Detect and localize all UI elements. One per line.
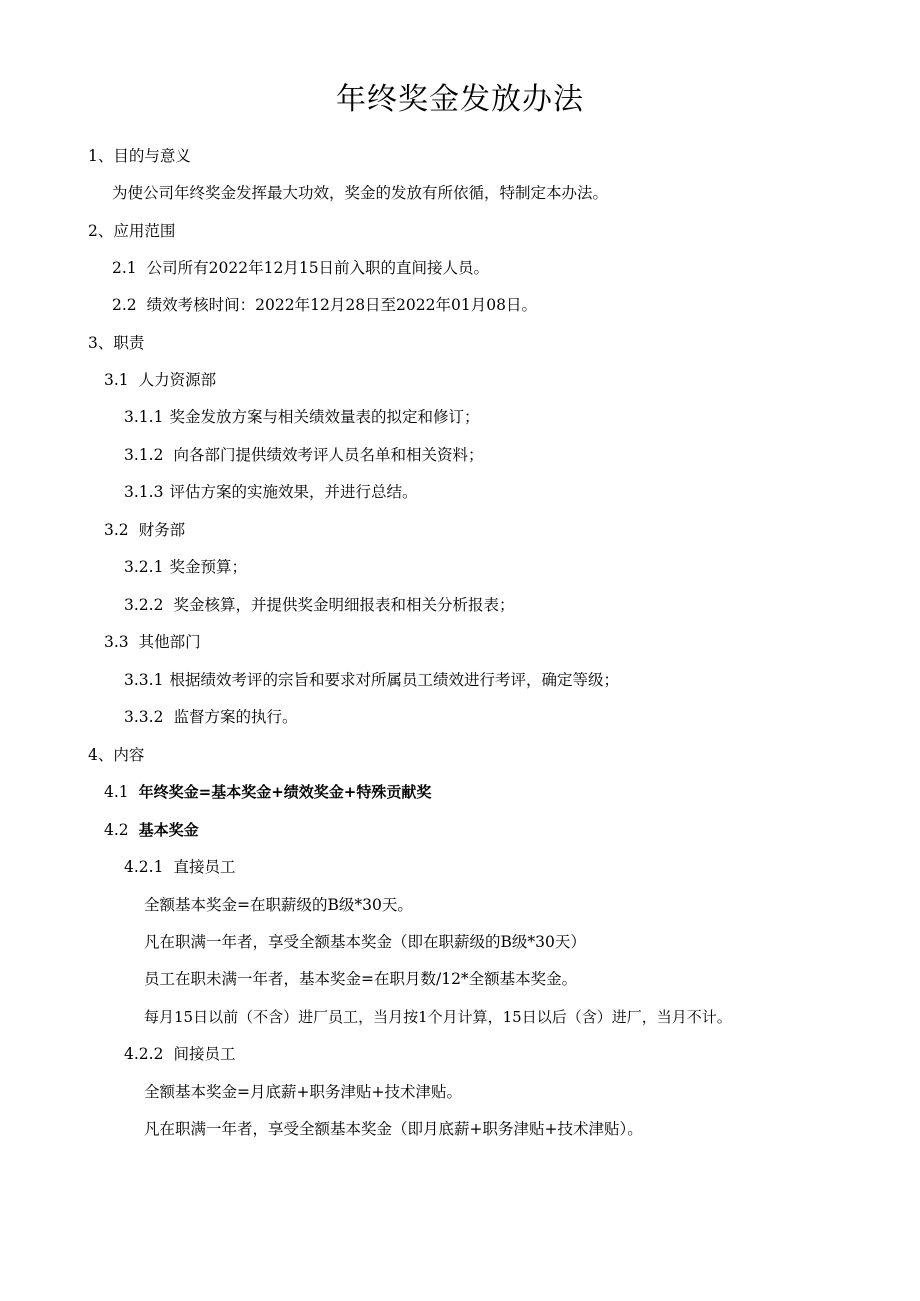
clause-3-1-1: 3.1.1 奖金发放方案与相关绩效量表的拟定和修订；	[124, 408, 480, 426]
paragraph: 凡在职满一年者，享受全额基本奖金（即在职薪级的B级*30天）	[144, 933, 586, 951]
document-title: 年终奖金发放办法	[336, 82, 584, 117]
paragraph: 为使公司年终奖金发挥最大功效，奖金的发放有所依循，特制定本办法。	[112, 184, 609, 202]
clause-3-1-3: 3.1.3 评估方案的实施效果，并进行总结。	[124, 483, 418, 501]
paragraph: 全额基本奖金=月底薪+职务津贴+技术津贴。	[144, 1083, 462, 1101]
clause-3-3: 3.3 其他部门	[104, 633, 201, 651]
clause-4-2-1: 4.2.1 直接员工	[124, 858, 236, 876]
clause-2-1: 2.1 公司所有2022年12月15日前入职的直间接人员。	[112, 259, 490, 277]
paragraph: 每月15日以前（不含）进厂员工，当月按1个月计算，15日以后（含）进厂，当月不计。	[144, 1008, 732, 1026]
section-heading-3: 3、职责	[88, 334, 145, 352]
clause-3-2: 3.2 财务部	[104, 521, 186, 539]
clause-3-2-1: 3.2.1 奖金预算；	[124, 558, 247, 576]
paragraph: 凡在职满一年者，享受全额基本奖金（即月底薪+职务津贴+技术津贴）。	[144, 1120, 643, 1138]
clause-3-3-1: 3.3.1 根据绩效考评的宗旨和要求对所属员工绩效进行考评，确定等级；	[124, 671, 619, 689]
clause-3-1: 3.1 人力资源部	[104, 371, 217, 389]
clause-3-2-2: 3.2.2 奖金核算，并提供奖金明细报表和相关分析报表；	[124, 596, 515, 614]
paragraph: 全额基本奖金=在职薪级的B级*30天。	[144, 896, 413, 914]
clause-3-1-2: 3.1.2 向各部门提供绩效考评人员名单和相关资料；	[124, 446, 484, 464]
clause-2-2: 2.2 绩效考核时间：2022年12月28日至2022年01月08日。	[112, 296, 537, 314]
paragraph: 员工在职未满一年者，基本奖金=在职月数/12*全额基本奖金。	[144, 970, 578, 988]
section-heading-4: 4、内容	[88, 746, 145, 764]
clause-4-2: 4.2 基本奖金	[104, 821, 199, 839]
section-heading-1: 1、目的与意义	[88, 147, 191, 165]
clause-4-2-2: 4.2.2 间接员工	[124, 1045, 236, 1063]
clause-3-3-2: 3.3.2 监督方案的执行。	[124, 708, 298, 726]
section-heading-2: 2、应用范围	[88, 222, 176, 240]
clause-4-1: 4.1 年终奖金=基本奖金+绩效奖金+特殊贡献奖	[104, 783, 432, 801]
